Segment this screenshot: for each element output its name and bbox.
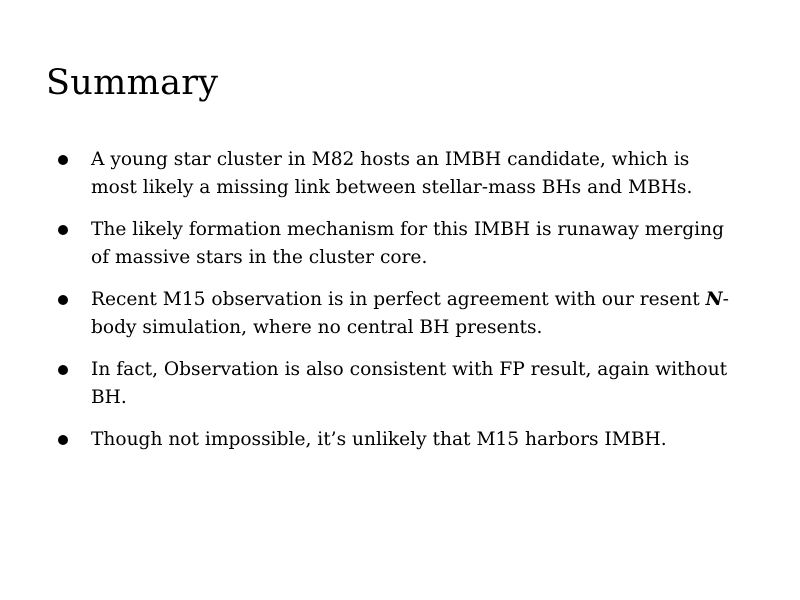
bullet-text: A young star cluster in M82 hosts an IMBH candidate, which is most likely a missing link between stellar-mass BHs and MBHs. bbox=[91, 149, 693, 198]
bullet-text: The likely formation mechanism for this IMBH is runaway merging of massive stars in the cluster core. bbox=[91, 219, 724, 268]
bullet-text: Though not impossible, it’s unlikely that M15 harbors IMBH. bbox=[91, 429, 667, 450]
bullet-dot-icon bbox=[58, 225, 68, 235]
bullet-text-after: -body simulation, where no central BH presents. bbox=[91, 289, 729, 338]
bullet-dot-icon bbox=[58, 295, 68, 305]
bullet-item-2 bbox=[0, 216, 741, 272]
bullet-dot-icon bbox=[58, 365, 68, 375]
slide-title: Summary bbox=[46, 63, 219, 103]
bullet-item-4 bbox=[0, 356, 741, 412]
math-variable-n: N bbox=[705, 289, 723, 310]
bullet-dot-icon bbox=[58, 435, 68, 445]
bullet-list bbox=[0, 146, 800, 468]
bullet-item-1 bbox=[0, 146, 741, 202]
bullet-text-before: Recent M15 observation is in perfect agreement with our resent bbox=[91, 289, 706, 310]
bullet-item-5 bbox=[0, 426, 741, 454]
bullet-item-3 bbox=[0, 286, 741, 342]
bullet-dot-icon bbox=[58, 155, 68, 165]
bullet-text: In fact, Observation is also consistent with FP result, again without BH. bbox=[91, 359, 728, 408]
